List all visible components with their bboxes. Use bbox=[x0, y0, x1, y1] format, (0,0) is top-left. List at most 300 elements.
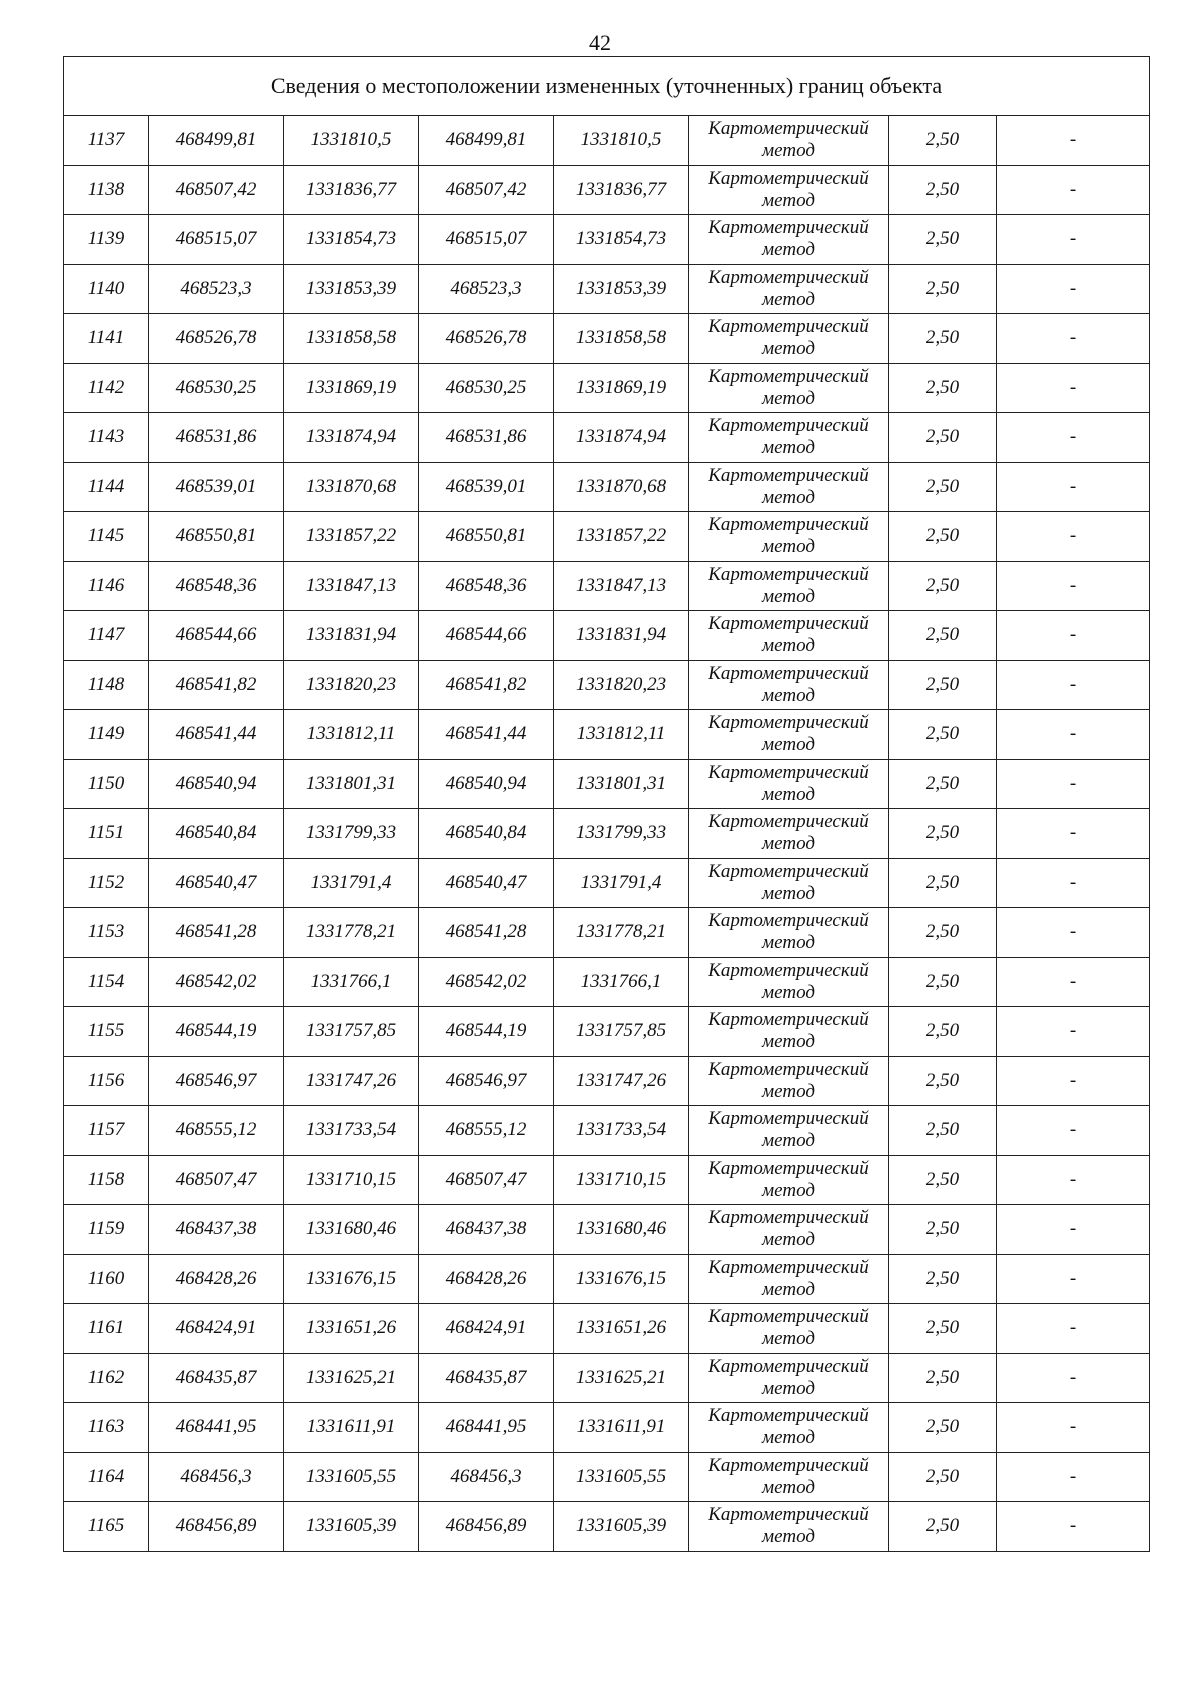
description-cell: - bbox=[997, 1106, 1150, 1156]
new-x-cell: 468542,02 bbox=[419, 957, 554, 1007]
new-y-cell: 1331747,26 bbox=[554, 1056, 689, 1106]
table-row bbox=[64, 1403, 1150, 1453]
new-x-cell: 468507,47 bbox=[419, 1155, 554, 1205]
method-line-2: метод bbox=[762, 783, 815, 805]
description-cell: - bbox=[997, 1254, 1150, 1304]
new-x-cell: 468541,82 bbox=[419, 660, 554, 710]
point-number-cell: 1142 bbox=[64, 363, 149, 413]
new-y-cell: 1331847,13 bbox=[554, 561, 689, 611]
point-number-cell: 1143 bbox=[64, 413, 149, 463]
new-y-cell: 1331778,21 bbox=[554, 908, 689, 958]
new-x-cell: 468437,38 bbox=[419, 1205, 554, 1255]
table-row bbox=[64, 809, 1150, 859]
method-line-2: метод bbox=[762, 1278, 815, 1300]
existing-y-cell: 1331605,39 bbox=[284, 1502, 419, 1552]
method-cell bbox=[689, 512, 889, 562]
new-x-cell: 468441,95 bbox=[419, 1403, 554, 1453]
new-x-cell: 468507,42 bbox=[419, 165, 554, 215]
method-line-2: метод bbox=[762, 981, 815, 1003]
table-row bbox=[64, 413, 1150, 463]
method-cell bbox=[689, 809, 889, 859]
existing-y-cell: 1331747,26 bbox=[284, 1056, 419, 1106]
accuracy-cell: 2,50 bbox=[889, 561, 997, 611]
description-cell: - bbox=[997, 858, 1150, 908]
accuracy-cell: 2,50 bbox=[889, 809, 997, 859]
description-cell: - bbox=[997, 512, 1150, 562]
accuracy-cell: 2,50 bbox=[889, 462, 997, 512]
method-cell bbox=[689, 264, 889, 314]
new-x-cell: 468540,47 bbox=[419, 858, 554, 908]
new-y-cell: 1331625,21 bbox=[554, 1353, 689, 1403]
table-row bbox=[64, 512, 1150, 562]
method-cell bbox=[689, 363, 889, 413]
accuracy-cell: 2,50 bbox=[889, 512, 997, 562]
existing-y-cell: 1331853,39 bbox=[284, 264, 419, 314]
table-row bbox=[64, 710, 1150, 760]
accuracy-cell: 2,50 bbox=[889, 957, 997, 1007]
description-cell: - bbox=[997, 710, 1150, 760]
description-cell: - bbox=[997, 264, 1150, 314]
method-line-1: Картометрический bbox=[708, 1058, 869, 1080]
method-cell bbox=[689, 957, 889, 1007]
existing-x-cell: 468435,87 bbox=[149, 1353, 284, 1403]
method-line-2: метод bbox=[762, 1229, 815, 1251]
table-row bbox=[64, 1205, 1150, 1255]
accuracy-cell: 2,50 bbox=[889, 413, 997, 463]
method-line-1: Картометрический bbox=[708, 910, 869, 932]
table-row bbox=[64, 264, 1150, 314]
table-row bbox=[64, 1254, 1150, 1304]
new-y-cell: 1331710,15 bbox=[554, 1155, 689, 1205]
point-number-cell: 1148 bbox=[64, 660, 149, 710]
method-cell bbox=[689, 1452, 889, 1502]
method-cell bbox=[689, 1304, 889, 1354]
method-cell bbox=[689, 759, 889, 809]
method-line-2: метод bbox=[762, 288, 815, 310]
existing-x-cell: 468437,38 bbox=[149, 1205, 284, 1255]
method-cell bbox=[689, 858, 889, 908]
method-cell bbox=[689, 1155, 889, 1205]
method-line-2: метод bbox=[762, 486, 815, 508]
new-y-cell: 1331870,68 bbox=[554, 462, 689, 512]
method-cell bbox=[689, 1502, 889, 1552]
table-row bbox=[64, 759, 1150, 809]
new-x-cell: 468531,86 bbox=[419, 413, 554, 463]
existing-x-cell: 468507,42 bbox=[149, 165, 284, 215]
method-line-1: Картометрический bbox=[708, 1108, 869, 1130]
new-y-cell: 1331857,22 bbox=[554, 512, 689, 562]
existing-y-cell: 1331676,15 bbox=[284, 1254, 419, 1304]
accuracy-cell: 2,50 bbox=[889, 1502, 997, 1552]
method-line-2: метод bbox=[762, 189, 815, 211]
existing-y-cell: 1331858,58 bbox=[284, 314, 419, 364]
new-y-cell: 1331611,91 bbox=[554, 1403, 689, 1453]
method-line-1: Картометрический bbox=[708, 1504, 869, 1526]
method-cell bbox=[689, 462, 889, 512]
description-cell: - bbox=[997, 759, 1150, 809]
new-x-cell: 468541,28 bbox=[419, 908, 554, 958]
accuracy-cell: 2,50 bbox=[889, 165, 997, 215]
method-line-1: Картометрический bbox=[708, 1306, 869, 1328]
new-x-cell: 468523,3 bbox=[419, 264, 554, 314]
method-line-1: Картометрический bbox=[708, 1454, 869, 1476]
new-y-cell: 1331680,46 bbox=[554, 1205, 689, 1255]
existing-x-cell: 468540,94 bbox=[149, 759, 284, 809]
table-row bbox=[64, 611, 1150, 661]
new-y-cell: 1331605,55 bbox=[554, 1452, 689, 1502]
table-row bbox=[64, 116, 1150, 166]
description-cell: - bbox=[997, 1353, 1150, 1403]
point-number-cell: 1157 bbox=[64, 1106, 149, 1156]
method-line-1: Картометрический bbox=[708, 266, 869, 288]
existing-y-cell: 1331869,19 bbox=[284, 363, 419, 413]
table-row bbox=[64, 165, 1150, 215]
method-line-1: Картометрический bbox=[708, 1405, 869, 1427]
accuracy-cell: 2,50 bbox=[889, 611, 997, 661]
accuracy-cell: 2,50 bbox=[889, 858, 997, 908]
description-cell: - bbox=[997, 561, 1150, 611]
method-cell bbox=[689, 710, 889, 760]
new-y-cell: 1331757,85 bbox=[554, 1007, 689, 1057]
accuracy-cell: 2,50 bbox=[889, 1452, 997, 1502]
table-row bbox=[64, 1304, 1150, 1354]
accuracy-cell: 2,50 bbox=[889, 1155, 997, 1205]
existing-y-cell: 1331870,68 bbox=[284, 462, 419, 512]
method-cell bbox=[689, 908, 889, 958]
new-y-cell: 1331605,39 bbox=[554, 1502, 689, 1552]
existing-y-cell: 1331831,94 bbox=[284, 611, 419, 661]
method-cell bbox=[689, 116, 889, 166]
method-cell bbox=[689, 314, 889, 364]
point-number-cell: 1163 bbox=[64, 1403, 149, 1453]
table-row bbox=[64, 858, 1150, 908]
description-cell: - bbox=[997, 1304, 1150, 1354]
page-number: 42 bbox=[589, 30, 611, 55]
accuracy-cell: 2,50 bbox=[889, 1304, 997, 1354]
new-x-cell: 468544,66 bbox=[419, 611, 554, 661]
description-cell: - bbox=[997, 1155, 1150, 1205]
existing-x-cell: 468499,81 bbox=[149, 116, 284, 166]
point-number-cell: 1152 bbox=[64, 858, 149, 908]
new-y-cell: 1331831,94 bbox=[554, 611, 689, 661]
existing-y-cell: 1331820,23 bbox=[284, 660, 419, 710]
method-line-1: Картометрический bbox=[708, 811, 869, 833]
description-cell: - bbox=[997, 1205, 1150, 1255]
accuracy-cell: 2,50 bbox=[889, 710, 997, 760]
point-number-cell: 1155 bbox=[64, 1007, 149, 1057]
method-line-2: метод bbox=[762, 140, 815, 162]
table-row bbox=[64, 908, 1150, 958]
accuracy-cell: 2,50 bbox=[889, 363, 997, 413]
existing-y-cell: 1331651,26 bbox=[284, 1304, 419, 1354]
method-line-2: метод bbox=[762, 437, 815, 459]
existing-x-cell: 468541,82 bbox=[149, 660, 284, 710]
point-number-cell: 1156 bbox=[64, 1056, 149, 1106]
table-row bbox=[64, 462, 1150, 512]
method-line-1: Картометрический bbox=[708, 712, 869, 734]
description-cell: - bbox=[997, 1007, 1150, 1057]
existing-x-cell: 468456,89 bbox=[149, 1502, 284, 1552]
point-number-cell: 1139 bbox=[64, 215, 149, 265]
method-line-1: Картометрический bbox=[708, 1207, 869, 1229]
method-cell bbox=[689, 1403, 889, 1453]
point-number-cell: 1154 bbox=[64, 957, 149, 1007]
existing-x-cell: 468542,02 bbox=[149, 957, 284, 1007]
accuracy-cell: 2,50 bbox=[889, 264, 997, 314]
method-line-2: метод bbox=[762, 1130, 815, 1152]
method-line-2: метод bbox=[762, 635, 815, 657]
point-number-cell: 1145 bbox=[64, 512, 149, 562]
accuracy-cell: 2,50 bbox=[889, 116, 997, 166]
new-x-cell: 468539,01 bbox=[419, 462, 554, 512]
method-cell bbox=[689, 1254, 889, 1304]
point-number-cell: 1141 bbox=[64, 314, 149, 364]
method-cell bbox=[689, 1353, 889, 1403]
description-cell: - bbox=[997, 215, 1150, 265]
method-line-2: метод bbox=[762, 1328, 815, 1350]
new-y-cell: 1331810,5 bbox=[554, 116, 689, 166]
method-line-2: метод bbox=[762, 1031, 815, 1053]
table-row bbox=[64, 660, 1150, 710]
new-y-cell: 1331801,31 bbox=[554, 759, 689, 809]
new-y-cell: 1331874,94 bbox=[554, 413, 689, 463]
method-line-2: метод bbox=[762, 882, 815, 904]
method-line-2: метод bbox=[762, 932, 815, 954]
description-cell: - bbox=[997, 957, 1150, 1007]
description-cell: - bbox=[997, 809, 1150, 859]
table-row bbox=[64, 363, 1150, 413]
accuracy-cell: 2,50 bbox=[889, 314, 997, 364]
method-line-1: Картометрический bbox=[708, 217, 869, 239]
existing-x-cell: 468555,12 bbox=[149, 1106, 284, 1156]
existing-x-cell: 468550,81 bbox=[149, 512, 284, 562]
table-title-row bbox=[64, 57, 1150, 116]
method-line-1: Картометрический bbox=[708, 415, 869, 437]
method-line-2: метод bbox=[762, 536, 815, 558]
description-cell: - bbox=[997, 116, 1150, 166]
new-x-cell: 468550,81 bbox=[419, 512, 554, 562]
point-number-cell: 1159 bbox=[64, 1205, 149, 1255]
method-cell bbox=[689, 165, 889, 215]
point-number-cell: 1164 bbox=[64, 1452, 149, 1502]
existing-x-cell: 468544,19 bbox=[149, 1007, 284, 1057]
method-line-1: Картометрический bbox=[708, 613, 869, 635]
description-cell: - bbox=[997, 908, 1150, 958]
existing-y-cell: 1331757,85 bbox=[284, 1007, 419, 1057]
method-cell bbox=[689, 1205, 889, 1255]
method-line-1: Картометрический bbox=[708, 860, 869, 882]
accuracy-cell: 2,50 bbox=[889, 1056, 997, 1106]
existing-y-cell: 1331812,11 bbox=[284, 710, 419, 760]
method-line-2: метод bbox=[762, 1427, 815, 1449]
table-row bbox=[64, 314, 1150, 364]
table-row bbox=[64, 1056, 1150, 1106]
method-line-2: метод bbox=[762, 1179, 815, 1201]
new-x-cell: 468515,07 bbox=[419, 215, 554, 265]
method-line-2: метод bbox=[762, 239, 815, 261]
existing-y-cell: 1331733,54 bbox=[284, 1106, 419, 1156]
existing-x-cell: 468456,3 bbox=[149, 1452, 284, 1502]
method-line-1: Картометрический bbox=[708, 316, 869, 338]
existing-y-cell: 1331791,4 bbox=[284, 858, 419, 908]
point-number-cell: 1149 bbox=[64, 710, 149, 760]
existing-x-cell: 468541,28 bbox=[149, 908, 284, 958]
description-cell: - bbox=[997, 462, 1150, 512]
method-line-2: метод bbox=[762, 585, 815, 607]
method-line-2: метод bbox=[762, 1080, 815, 1102]
existing-y-cell: 1331874,94 bbox=[284, 413, 419, 463]
existing-x-cell: 468441,95 bbox=[149, 1403, 284, 1453]
table-row bbox=[64, 1452, 1150, 1502]
existing-y-cell: 1331778,21 bbox=[284, 908, 419, 958]
description-cell: - bbox=[997, 363, 1150, 413]
method-cell bbox=[689, 660, 889, 710]
existing-y-cell: 1331605,55 bbox=[284, 1452, 419, 1502]
existing-x-cell: 468515,07 bbox=[149, 215, 284, 265]
existing-y-cell: 1331766,1 bbox=[284, 957, 419, 1007]
table-row bbox=[64, 215, 1150, 265]
boundary-coordinates-table bbox=[63, 56, 1150, 1552]
table-row bbox=[64, 1502, 1150, 1552]
new-x-cell: 468548,36 bbox=[419, 561, 554, 611]
method-line-1: Картометрический bbox=[708, 761, 869, 783]
table-row bbox=[64, 1353, 1150, 1403]
description-cell: - bbox=[997, 165, 1150, 215]
accuracy-cell: 2,50 bbox=[889, 908, 997, 958]
new-x-cell: 468499,81 bbox=[419, 116, 554, 166]
new-x-cell: 468435,87 bbox=[419, 1353, 554, 1403]
accuracy-cell: 2,50 bbox=[889, 215, 997, 265]
new-x-cell: 468526,78 bbox=[419, 314, 554, 364]
table-row bbox=[64, 1106, 1150, 1156]
point-number-cell: 1165 bbox=[64, 1502, 149, 1552]
new-y-cell: 1331836,77 bbox=[554, 165, 689, 215]
existing-x-cell: 468540,84 bbox=[149, 809, 284, 859]
new-x-cell: 468456,89 bbox=[419, 1502, 554, 1552]
new-y-cell: 1331766,1 bbox=[554, 957, 689, 1007]
existing-x-cell: 468424,91 bbox=[149, 1304, 284, 1354]
point-number-cell: 1153 bbox=[64, 908, 149, 958]
method-cell bbox=[689, 215, 889, 265]
existing-y-cell: 1331801,31 bbox=[284, 759, 419, 809]
description-cell: - bbox=[997, 660, 1150, 710]
method-line-1: Картометрический bbox=[708, 1256, 869, 1278]
method-line-1: Картометрический bbox=[708, 464, 869, 486]
description-cell: - bbox=[997, 1403, 1150, 1453]
existing-x-cell: 468544,66 bbox=[149, 611, 284, 661]
new-y-cell: 1331853,39 bbox=[554, 264, 689, 314]
method-line-1: Картометрический bbox=[708, 1355, 869, 1377]
existing-y-cell: 1331625,21 bbox=[284, 1353, 419, 1403]
method-line-1: Картометрический bbox=[708, 1009, 869, 1031]
new-y-cell: 1331651,26 bbox=[554, 1304, 689, 1354]
method-cell bbox=[689, 1007, 889, 1057]
table-row bbox=[64, 1007, 1150, 1057]
accuracy-cell: 2,50 bbox=[889, 1007, 997, 1057]
method-line-1: Картометрический bbox=[708, 514, 869, 536]
table-row bbox=[64, 1155, 1150, 1205]
method-line-2: метод bbox=[762, 338, 815, 360]
point-number-cell: 1144 bbox=[64, 462, 149, 512]
existing-x-cell: 468507,47 bbox=[149, 1155, 284, 1205]
method-line-2: метод bbox=[762, 734, 815, 756]
method-cell bbox=[689, 413, 889, 463]
method-line-1: Картометрический bbox=[708, 959, 869, 981]
new-y-cell: 1331854,73 bbox=[554, 215, 689, 265]
description-cell: - bbox=[997, 314, 1150, 364]
existing-y-cell: 1331836,77 bbox=[284, 165, 419, 215]
method-cell bbox=[689, 561, 889, 611]
existing-y-cell: 1331810,5 bbox=[284, 116, 419, 166]
existing-x-cell: 468531,86 bbox=[149, 413, 284, 463]
new-y-cell: 1331858,58 bbox=[554, 314, 689, 364]
existing-x-cell: 468540,47 bbox=[149, 858, 284, 908]
accuracy-cell: 2,50 bbox=[889, 1254, 997, 1304]
point-number-cell: 1146 bbox=[64, 561, 149, 611]
accuracy-cell: 2,50 bbox=[889, 759, 997, 809]
method-line-1: Картометрический bbox=[708, 1157, 869, 1179]
new-x-cell: 468540,84 bbox=[419, 809, 554, 859]
table-title: Сведения о местоположении измененных (уточненных) границ объекта bbox=[64, 57, 1150, 116]
new-x-cell: 468555,12 bbox=[419, 1106, 554, 1156]
new-y-cell: 1331676,15 bbox=[554, 1254, 689, 1304]
new-x-cell: 468541,44 bbox=[419, 710, 554, 760]
new-x-cell: 468540,94 bbox=[419, 759, 554, 809]
method-cell bbox=[689, 1056, 889, 1106]
accuracy-cell: 2,50 bbox=[889, 1353, 997, 1403]
existing-x-cell: 468546,97 bbox=[149, 1056, 284, 1106]
existing-y-cell: 1331857,22 bbox=[284, 512, 419, 562]
new-y-cell: 1331791,4 bbox=[554, 858, 689, 908]
new-y-cell: 1331812,11 bbox=[554, 710, 689, 760]
new-x-cell: 468544,19 bbox=[419, 1007, 554, 1057]
description-cell: - bbox=[997, 1502, 1150, 1552]
method-line-1: Картометрический bbox=[708, 563, 869, 585]
point-number-cell: 1158 bbox=[64, 1155, 149, 1205]
existing-x-cell: 468548,36 bbox=[149, 561, 284, 611]
existing-y-cell: 1331854,73 bbox=[284, 215, 419, 265]
accuracy-cell: 2,50 bbox=[889, 1403, 997, 1453]
existing-x-cell: 468428,26 bbox=[149, 1254, 284, 1304]
existing-y-cell: 1331710,15 bbox=[284, 1155, 419, 1205]
new-x-cell: 468456,3 bbox=[419, 1452, 554, 1502]
table-row bbox=[64, 957, 1150, 1007]
new-x-cell: 468424,91 bbox=[419, 1304, 554, 1354]
new-y-cell: 1331799,33 bbox=[554, 809, 689, 859]
new-y-cell: 1331733,54 bbox=[554, 1106, 689, 1156]
accuracy-cell: 2,50 bbox=[889, 1205, 997, 1255]
method-line-1: Картометрический bbox=[708, 365, 869, 387]
method-line-1: Картометрический bbox=[708, 167, 869, 189]
point-number-cell: 1137 bbox=[64, 116, 149, 166]
description-cell: - bbox=[997, 1056, 1150, 1106]
existing-y-cell: 1331680,46 bbox=[284, 1205, 419, 1255]
existing-x-cell: 468541,44 bbox=[149, 710, 284, 760]
method-cell bbox=[689, 1106, 889, 1156]
point-number-cell: 1160 bbox=[64, 1254, 149, 1304]
point-number-cell: 1140 bbox=[64, 264, 149, 314]
new-x-cell: 468546,97 bbox=[419, 1056, 554, 1106]
point-number-cell: 1161 bbox=[64, 1304, 149, 1354]
method-line-2: метод bbox=[762, 833, 815, 855]
point-number-cell: 1150 bbox=[64, 759, 149, 809]
method-line-2: метод bbox=[762, 387, 815, 409]
method-line-1: Картометрический bbox=[708, 118, 869, 140]
description-cell: - bbox=[997, 1452, 1150, 1502]
existing-x-cell: 468526,78 bbox=[149, 314, 284, 364]
description-cell: - bbox=[997, 611, 1150, 661]
point-number-cell: 1162 bbox=[64, 1353, 149, 1403]
